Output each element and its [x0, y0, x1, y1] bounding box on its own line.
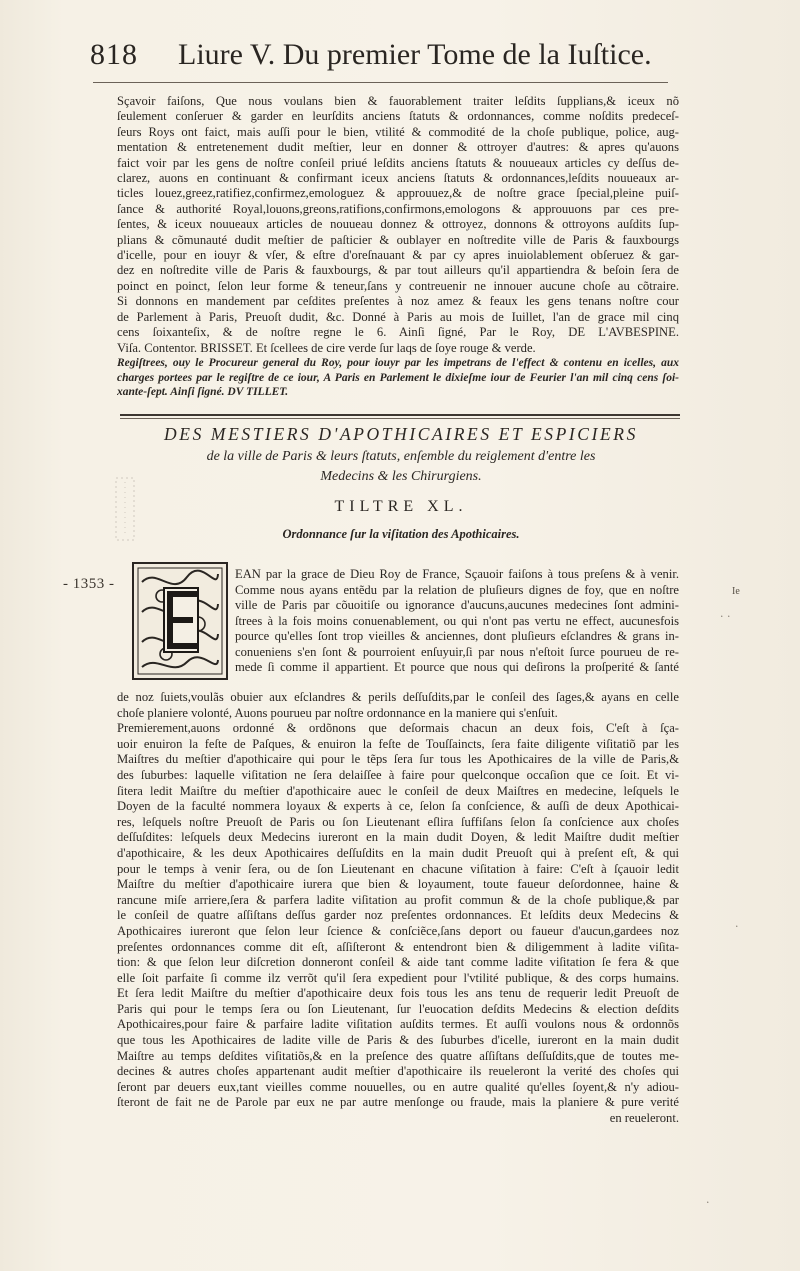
decree-body — [117, 690, 679, 1127]
closing-line: en reueleront. — [609, 1111, 679, 1126]
section-heading-block — [118, 424, 684, 487]
text-line: rancune miſe arriere,ſera & parfera ladite viſitation au profit commun & de la choſe publique,& par — [117, 892, 679, 907]
decorated-initial-icon — [132, 562, 228, 680]
section-heading: DES MESTIERS D'APOTHICAIRES ET ESPICIERS — [164, 424, 638, 444]
text-line: pour le temps à venir ſera, ou de ſon Lieutenant en chacune viſitation à faire: C'eſt à ſçauoir ledit — [117, 861, 679, 876]
section-rule-thin — [120, 418, 680, 419]
text-line: pource qu'elles ſont trop vieilles & anciennes, dont pluſieurs eſclandres & grans in- — [235, 629, 679, 643]
text-line: cens ſoixanteſix, & de noſtre regne le 6. Ainſi ſigné, Par le Roy, DE L'AVBESPINE. — [117, 325, 679, 340]
section-subheading — [118, 447, 684, 487]
text-line: deſſuſdites: leſquels deux Medecins iureront en la main dudit Doyen, & ledit Maiſtre dudit meſtier — [117, 830, 679, 845]
text-line: d'icelle, pour en iouyr & vſer, & eſtre d'oreſnauant & par cy apres inuiolablement obſeruez & gar- — [117, 248, 679, 263]
body-text-upper — [117, 94, 679, 400]
text-line: de Parlement à Paris, Preuoſt dudit, &c. Donné à Paris au mois de Iuillet, l'an de grace mil cinq — [117, 309, 679, 324]
text-line: Regiſtrees, ouy le Procureur general du Roy, pour iouyr par les impetrans de l'effect & contenu en icelles, aux — [117, 356, 679, 369]
text-line: Premierement,auons ordonné & ordõnons que deſormais chacun an deux fois, C'eſt à ſça- — [117, 721, 679, 736]
text-line: Si donnons en mandement par ceſdites preſentes à noz amez & feaux les gens tenans noſtre cour — [117, 294, 679, 309]
text-line: clarez, auons en continuant & confirmant iceux anciens ſtatuts & ordonnances,leſdits nouueaux ar- — [117, 171, 679, 186]
paragraph-mandate — [117, 294, 679, 356]
text-line: ſteront de fait ne de Parole par eux ne par autre menſonge ou fraude, mais la planiere & pure verité — [117, 1095, 679, 1110]
margin-speck: · · — [720, 610, 731, 623]
text-line: ſtrees à la fois moins conuenablement, ou qui n'ont pas vertu ne effect, aucunesfois — [235, 613, 679, 628]
header-rule — [93, 82, 668, 83]
margin-note: Ie — [732, 586, 740, 597]
titre-heading: TILTRE XL. — [334, 498, 468, 515]
text-line: xante-ſept. Ainſi ſigné. DV TILLET. — [117, 386, 289, 399]
text-line: ſeulement conſeruer & garder en leurſdits anciens ſtatuts & ordonnances, comme noſdits predeceſ- — [117, 109, 679, 124]
page-header — [90, 38, 710, 88]
section-rule — [120, 414, 680, 416]
text-line: conueniens s'en ſont & pourroient enſuyuir,ſi par nous n'eſtoit ſurce pourueu de re- — [235, 644, 679, 659]
folio-number: 818 — [90, 38, 138, 71]
text-line: preſentes ordonnances comme dit eſt, aſſiſteront & entendront bien & diligemment à ladite viſita- — [117, 939, 679, 954]
text-line: Et ſera ledit Maiſtre du meſtier d'apothicaire deux fois tous les ans tenu de requerir ledit Preuoſt de — [117, 986, 679, 1001]
text-line: charges portees par le regiſtre de ce iour, A Paris en Parlement le dixieſme iour de Feurier l'an mil cinq cens ſoi- — [117, 371, 679, 384]
text-line: Viſa. Contentor. BRISSET. Et ſcellees de cire verde ſur laqs de ſoye rouge & verde. — [117, 340, 536, 355]
registration-note — [117, 356, 679, 400]
text-line: uoir enuiron la feſte de Paſques, & enuiron la feſte de Touſſaincts, ſera faite diligente viſitatiõ par les — [117, 736, 679, 751]
text-line: Comme nous ayans entẽdu par la relation de pluſieurs dignes de foy, que en noſtre — [235, 582, 679, 597]
text-line: ſeront par deuers eux,tant vieilles comme nouuelles, ou en autre qualité qu'elles ſoyent,& n'y adiou- — [117, 1079, 679, 1094]
text-line: Apothicaires iureront que ſelon leur ſcience & conſciẽce,ſans deport ou faueur d'aucun,gardees noz — [117, 923, 679, 938]
text-line: choſe planiere volonté, Auons pourueu par noſtre ordonnance en la maniere qui s'enſuit. — [117, 705, 558, 720]
margin-speck: · — [735, 920, 739, 933]
text-line: ſeurs Roys ont faict, mais auſſi pour le bien, vtilité & commodité de la choſe publique, police, aug- — [117, 124, 679, 139]
text-line: mentation & entretenement dudit meſtier, leur en donner & ottroyer d'autres: & apres qu'auons — [117, 140, 679, 155]
text-line: ville de Paris par cõuoitiſe ou ignorance d'aucuns,aucunes medecines ſont admini- — [235, 598, 679, 612]
text-line: ſitera ledit Maiſtre du meſtier d'apothicaire auec le conſeil de deux Maiſtres en medecine, leſquels le — [117, 783, 679, 798]
text-line: res, leſquels noſtre Preuoſt de Paris ou ſon Lieutenant eſlira ſuffiſans ſelon ſa conſcience aux choſes — [117, 814, 679, 829]
text-line: d'apothicaire, & les deux Apothicaires deſſuſdits en la main dudit Preuoſt qui à preſent eſt, & qui — [117, 845, 679, 860]
text-line: mede ſi comme il appartient. Et pource que nous qui deſirons la proſperité & ſanté — [235, 660, 679, 674]
text-line: plians & cõmunauté dudit meſtier de paſticier & oublayer en noſtredite ville de Paris & fauxbourgs — [117, 232, 679, 247]
text-line: de noz ſuiets,voulãs obuier aux eſclandres & perils deſſuſdits,par le conſeil des ſages,& ayans en celle — [117, 690, 679, 704]
text-line: Maiſtre du meſtier d'apothicaire iurera que bien & loyaument, toute faueur deſordonnee, haine & — [117, 877, 679, 892]
text-line: Paris qui pour le temps ſera ou ſon Lieutenant, ſur l'euocation deſdits Medecins & election deſdits — [117, 1001, 679, 1016]
text-line: faict voir par les gens de noſtre conſeil priué leſdits anciens ſtatuts & nouueaux articles cy deſſus de- — [117, 155, 679, 170]
text-line: ſance & authorité Royal,louons,greons,ratifions,confirmons,emologons & approuuons par ces pre- — [117, 201, 679, 216]
text-line: EAN par la grace de Dieu Roy de France, Sçauoir faiſons à tous preſens & à venir. — [235, 567, 679, 581]
decree-opening — [235, 567, 679, 676]
paragraph-grant — [117, 94, 679, 294]
text-line: le conſeil de quatre aſſiſtans deſſus garder noz preſentes ordonnances. Et leſdits deux Medecins & — [117, 908, 679, 923]
text-line: que tous les Apothicaires de ladite ville de Paris & des ſuburbes d'icelle, iureront en la main dudit — [117, 1033, 679, 1048]
text-line: dez en noſtredite ville de Paris & fauxbourgs, & par tout ailleurs qu'il appartiendra & beſoin ſera de — [117, 263, 679, 278]
running-title: Liure V. Du premier Tome de la Iuſtice. — [178, 38, 652, 71]
text-line: Sçavoir faiſons, Que nous voulans bien & fauorablement traiter leſdits ſupplians,& iceux nõ — [117, 94, 679, 108]
text-line: ſentes, & iceux nouueaux articles de nouueau donnez & ottroyez, donnons & ottroyons auſdits ſup- — [117, 217, 679, 232]
margin-speck: · — [706, 1196, 710, 1209]
subheading-line-1: de la ville de Paris & leurs ſtatuts, enſemble du reiglement d'entre les — [206, 449, 596, 464]
text-line: Maiſtres du meſtier d'apothicaire qui pour le tẽps ſera ſur tous les Apothicaires de la ville de Paris,& — [117, 752, 679, 767]
margin-year: - 1353 - — [63, 576, 115, 592]
text-line: decines & autres choſes appartenant audit meſtier d'apothicaire ils reueleront la verité des choſes qui — [117, 1064, 679, 1079]
text-line: Doyen de la faculté nommera loyaux & experts à ce, ſelon ſa conſcience, & auſſi de deux Apothicai- — [117, 799, 679, 814]
text-line: Apothicaires,pour faire & parfaire ladite viſitation auſdits termes. Et auſſi voulons nous & ordonnõs — [117, 1017, 679, 1032]
text-line: ticles louez,greez,ratifiez,confirmez,emologuez & approuuez,& de noſtre grace ſpecial,pleine puiſ- — [117, 186, 679, 201]
ordonnance-heading: Ordonnance ſur la viſitation des Apothicaires. — [282, 527, 520, 541]
text-line: tion: & que ſelon leur diſcretion donneront conſeil & aide tant comme ladite viſitation ſe fera & que — [117, 955, 679, 970]
subheading-line-2: Medecins & les Chirurgiens. — [320, 469, 482, 484]
text-line: Maiſtre au temps deſdites viſitatiõs,& en la preſence des quatre aſſiſtans deſſuſdits,que de toutes me- — [117, 1048, 679, 1063]
text-line: des ſuburbes: laquelle viſitation ne ſera delaiſſee à faire pour quelconque occaſion que ce ſoit. Et vi- — [117, 767, 679, 782]
text-line: poinct en poinct, ſelon leur forme & teneur,ſans y contreuenir ne innouer aucune choſe au cõtraire. — [117, 278, 679, 293]
text-line: elle ſoit parfaite ſi comme ilz verrõt qu'il ſera expedient pour l'vtilité publique, & des corps humains. — [117, 970, 679, 985]
